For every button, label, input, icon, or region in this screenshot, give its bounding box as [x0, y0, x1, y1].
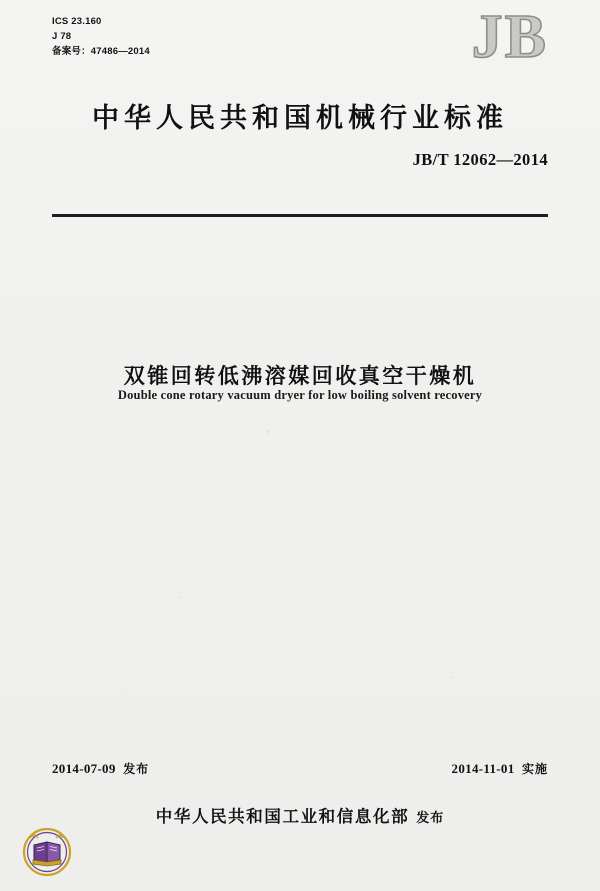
national-standard-title: 中华人民共和国机械行业标准 [92, 103, 508, 134]
classification-code: J 78 [52, 31, 72, 42]
issue-date: 2014-07-09 [52, 761, 116, 776]
scan-speck [452, 676, 454, 678]
effective-date-cell [452, 760, 548, 777]
jb-logo: JB [471, 3, 548, 71]
dates-row [52, 760, 548, 777]
standard-number: JB/T 12062—2014 [412, 150, 548, 169]
issuing-authority-verb: 发布 [416, 811, 445, 826]
issuing-authority [0, 803, 600, 827]
issue-date-cell [52, 760, 149, 777]
issuing-authority-name: 中华人民共和国工业和信息化部 [155, 807, 410, 826]
scan-speck [180, 596, 182, 598]
scan-speck [266, 430, 269, 433]
book-icon [33, 842, 61, 866]
effective-date: 2014-11-01 [451, 761, 515, 776]
effective-date-label: 实施 [521, 762, 548, 776]
ics-classification-block [52, 14, 150, 59]
publisher-emblem [22, 827, 72, 877]
record-number: 备案号：47486—2014 [52, 46, 150, 57]
header-divider [52, 214, 548, 217]
document-title-english: Double cone rotary vacuum dryer for low boiling solvent recovery [117, 388, 483, 402]
issue-date-label: 发布 [123, 762, 150, 776]
document-title-chinese: 双锥回转低沸溶媒回收真空干燥机 [123, 364, 477, 388]
ics-number: ICS 23.160 [52, 16, 102, 27]
